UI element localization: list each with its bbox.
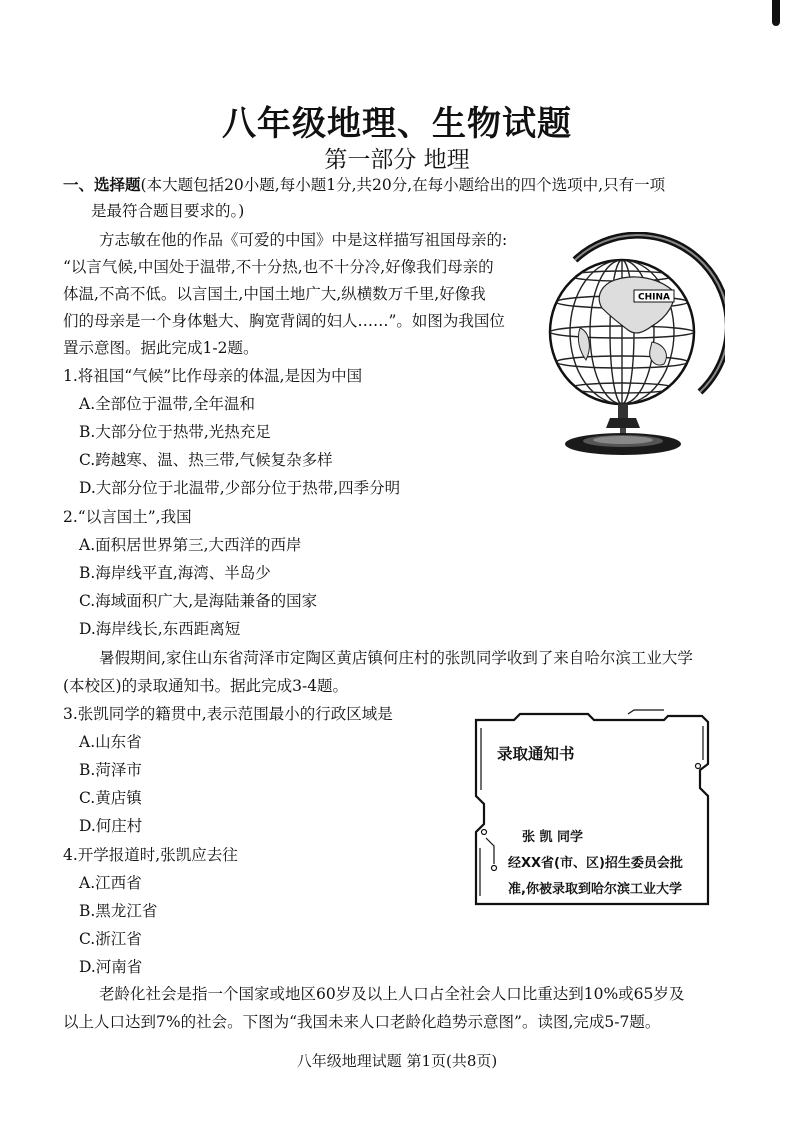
corner-mark xyxy=(772,0,780,26)
q1-option-b: B.大部分位于热带,光热充足 xyxy=(79,423,271,441)
passage3-line-1: 老龄化社会是指一个国家或地区60岁及以上人口占全社会人口比重达到10%或65岁及 xyxy=(99,985,685,1003)
q2-option-d: D.海岸线长,东西距离短 xyxy=(79,620,241,638)
passage1-line-3: 体温,不高不低。以言国土,中国土地广大,纵横数万千里,好像我 xyxy=(63,285,486,303)
globe-illustration xyxy=(540,232,725,464)
section-desc-2: 是最符合题目要求的。) xyxy=(91,202,245,220)
q2-stem: 2.“以言国土”,我国 xyxy=(63,508,192,526)
q4-option-a: A.江西省 xyxy=(79,874,142,892)
q3-stem: 3.张凯同学的籍贯中,表示范围最小的行政区域是 xyxy=(63,705,393,723)
page-footer: 八年级地理试题 第1页(共8页) xyxy=(296,1052,498,1070)
passage1-line-5: 置示意图。据此完成1-2题。 xyxy=(63,339,259,357)
q3-option-c: C.黄店镇 xyxy=(79,789,142,807)
page-subtitle: 第一部分 地理 xyxy=(324,147,470,173)
q3-option-b: B.菏泽市 xyxy=(79,761,142,779)
letter-line-3: 准,你被录取到哈尔滨工业大学 xyxy=(508,882,682,897)
q4-option-c: C.浙江省 xyxy=(79,930,142,948)
letter-line-2: 经XX省(市、区)招生委员会批 xyxy=(508,856,683,871)
passage1-line-2: “以言气候,中国处于温带,不十分热,也不十分冷,好像我们母亲的 xyxy=(63,258,494,276)
q2-option-b: B.海岸线平直,海湾、半岛少 xyxy=(79,564,271,582)
passage2-line-1: 暑假期间,家住山东省菏泽市定陶区黄店镇何庄村的张凯同学收到了来自哈尔滨工业大学 xyxy=(99,649,693,667)
q4-option-d: D.河南省 xyxy=(79,958,143,976)
globe-label: CHINA xyxy=(638,292,670,303)
q3-option-a: A.山东省 xyxy=(79,733,142,751)
q1-option-a: A.全部位于温带,全年温和 xyxy=(79,395,256,413)
passage1-line-1: 方志敏在他的作品《可爱的中国》中是这样描写祖国母亲的: xyxy=(99,231,508,249)
passage2-line-2: (本校区)的录取通知书。据此完成3-4题。 xyxy=(63,677,349,695)
section-heading-line xyxy=(63,175,665,195)
q1-option-d: D.大部分位于北温带,少部分位于热带,四季分明 xyxy=(79,479,401,497)
letter-title: 录取通知书 xyxy=(497,745,575,763)
q2-option-c: C.海域面积广大,是海陆兼备的国家 xyxy=(79,592,318,610)
q3-option-d: D.何庄村 xyxy=(79,817,143,835)
q2-option-a: A.面积居世界第三,大西洋的西岸 xyxy=(79,536,302,554)
q4-option-b: B.黑龙江省 xyxy=(79,902,158,920)
section-heading: 一、选择题 xyxy=(63,176,141,194)
passage3-line-2: 以上人口达到7%的社会。下图为“我国未来人口老龄化趋势示意图”。读图,完成5-7题。 xyxy=(63,1013,661,1031)
page-title: 八年级地理、生物试题 xyxy=(222,104,572,144)
letter-line-1: 张 凯 同学 xyxy=(522,830,584,845)
section-desc-1: (本大题包括20小题,每小题1分,共20分,在每小题给出的四个选项中,只有一项 xyxy=(140,176,666,194)
q1-option-c: C.跨越寒、温、热三带,气候复杂多样 xyxy=(79,451,333,469)
q4-stem: 4.开学报道时,张凯应去往 xyxy=(63,846,238,864)
passage1-line-4: 们的母亲是一个身体魁大、胸宽背阔的妇人……”。如图为我国位 xyxy=(63,312,505,330)
q1-stem: 1.将祖国“气候”比作母亲的体温,是因为中国 xyxy=(63,367,363,385)
